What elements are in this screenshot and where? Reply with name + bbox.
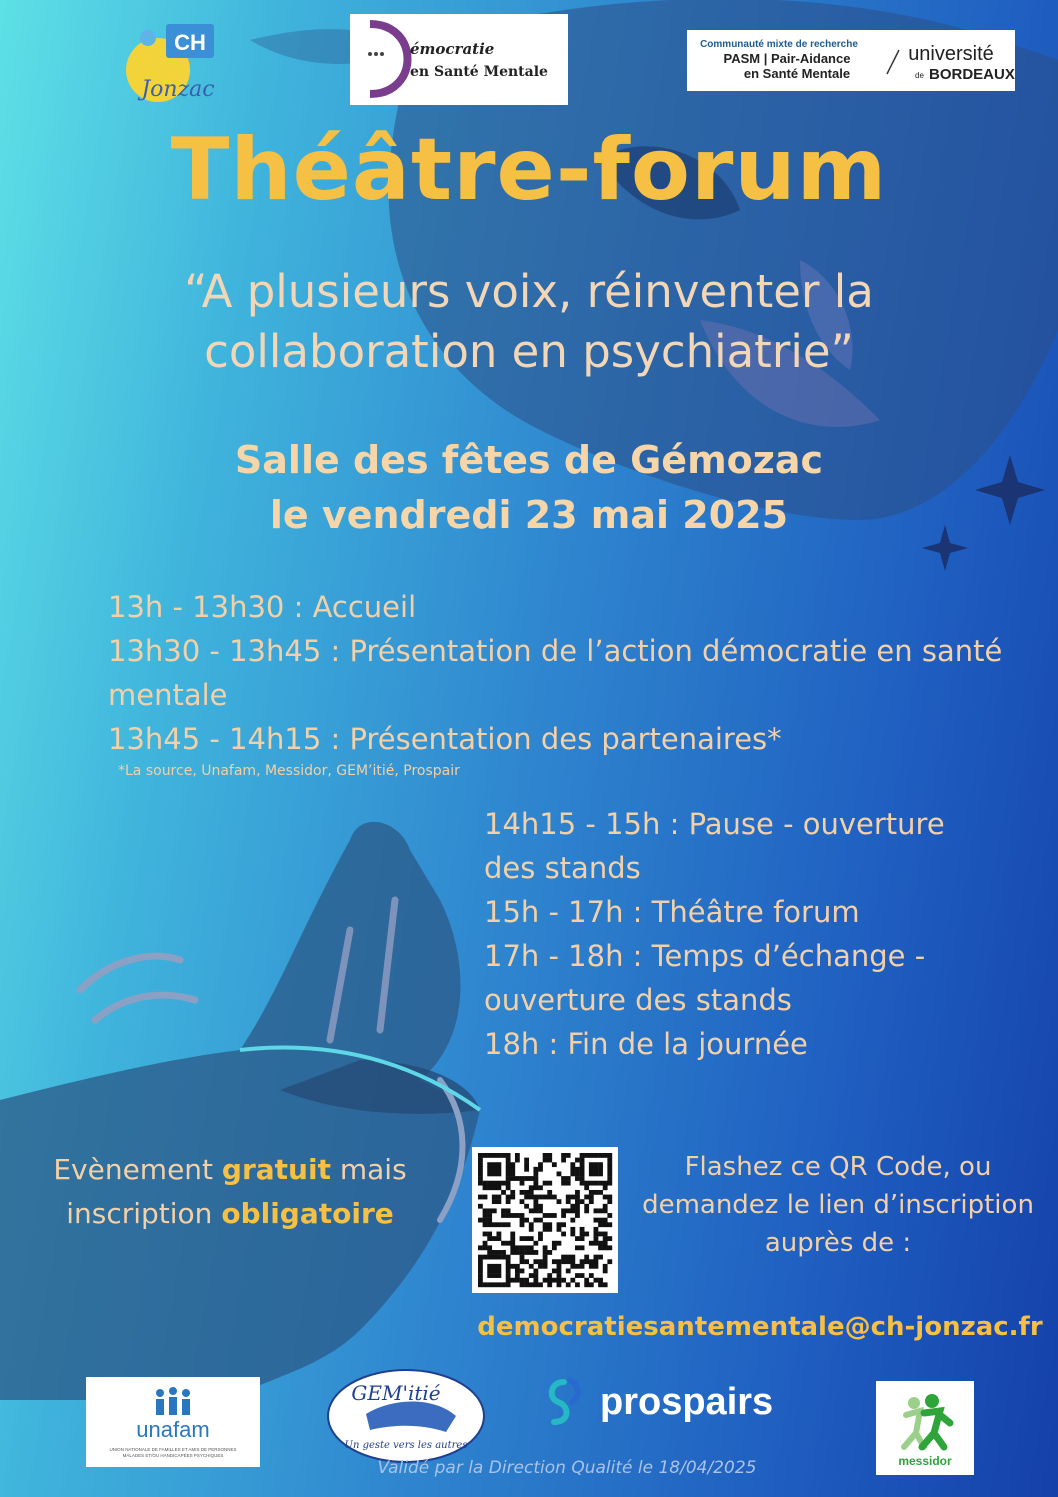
unafam-logo [86, 1377, 260, 1467]
registration-text-2: mais inscription [66, 1153, 407, 1230]
schedule-item: 15h - 17h : Théâtre forum [484, 895, 860, 929]
validation-note: Validé par la Direction Qualité le 18/04/2025 [377, 1458, 757, 1478]
gem-name: GEM'itié [351, 1381, 441, 1405]
schedule-item: 13h - 13h30 : Accueil [108, 590, 417, 624]
schedule-item: 14h15 - 15h : Pause - ouverture des stands [484, 807, 945, 885]
registration-text-1: Evènement [53, 1153, 222, 1186]
registration-qr-code[interactable] [472, 1147, 618, 1293]
schedule-first-part [108, 585, 1008, 781]
schedule-second-part [484, 802, 1004, 1066]
dsm-line2: en Santé Mentale [410, 64, 548, 80]
subtitle-line-2: collaboration en psychiatrie” [204, 325, 854, 378]
prospairs-name: prospairs [600, 1381, 774, 1423]
ch-jonzac-logo [118, 18, 228, 108]
qr-instructions-line: auprès de : [764, 1228, 912, 1258]
democratie-sante-mentale-logo [350, 14, 568, 105]
date-line: le vendredi 23 mai 2025 [269, 493, 789, 537]
pasm-line1: Communauté mixte de recherche [700, 39, 858, 50]
schedule-item: 13h45 - 14h15 : Présentation des partenaires* [108, 722, 782, 756]
pasm-line2: PASM | Pair-Aidance [723, 51, 851, 66]
schedule-item: 13h30 - 13h45 : Présentation de l’action démocratie en santé mentale [108, 634, 1003, 712]
ch-logo-text: CH [174, 30, 206, 55]
qr-instructions-line: Flashez ce QR Code, ou [684, 1152, 992, 1182]
schedule-item: 18h : Fin de la journée [484, 1027, 808, 1061]
unafam-tagline-2: MALADES ET/OU HANDICAPÉES PSYCHIQUES [122, 1453, 224, 1458]
univ-line1: université [908, 43, 994, 65]
subtitle-line-1: “A plusieurs voix, réinventer la [184, 265, 874, 318]
contact-email-link[interactable]: democratiesantementale@ch-jonzac.fr [477, 1312, 1043, 1342]
qr-instructions [636, 1148, 1040, 1262]
univ-line2: de [915, 71, 924, 80]
registration-notice [20, 1148, 440, 1236]
venue-line: Salle des fêtes de Gémozac [234, 438, 824, 482]
unafam-name: unafam [136, 1417, 210, 1442]
subtitle [60, 262, 998, 382]
unafam-tagline-1: UNION NATIONALE DE FAMILLES ET AMIS DE PERSONNES [109, 1447, 237, 1452]
univ-line3: BORDEAUX [929, 66, 1015, 83]
pasm-line3: en Santé Mentale [743, 66, 851, 81]
venue-and-date [0, 433, 1058, 543]
page-title: Théâtre-forum [170, 120, 888, 220]
messidor-name: messidor [898, 1454, 952, 1468]
qr-instructions-line: demandez le lien d’inscription [642, 1190, 1034, 1220]
partners-note: *La source, Unafam, Messidor, GEM’itié, Prospair [118, 763, 460, 779]
schedule-item: 17h - 18h : Temps d’échange - ouverture des stands [484, 939, 926, 1017]
gem-tagline: Un geste vers les autres [344, 1440, 468, 1451]
jonzac-logo-text: Jonzac [141, 77, 215, 102]
registration-mandatory: obligatoire [221, 1197, 394, 1230]
gem-itie-logo [326, 1366, 486, 1466]
pasm-bordeaux-logo [687, 30, 1015, 91]
dsm-line1: émocratie [410, 40, 495, 58]
registration-free: gratuit [221, 1153, 331, 1186]
prospairs-logo [540, 1372, 800, 1432]
